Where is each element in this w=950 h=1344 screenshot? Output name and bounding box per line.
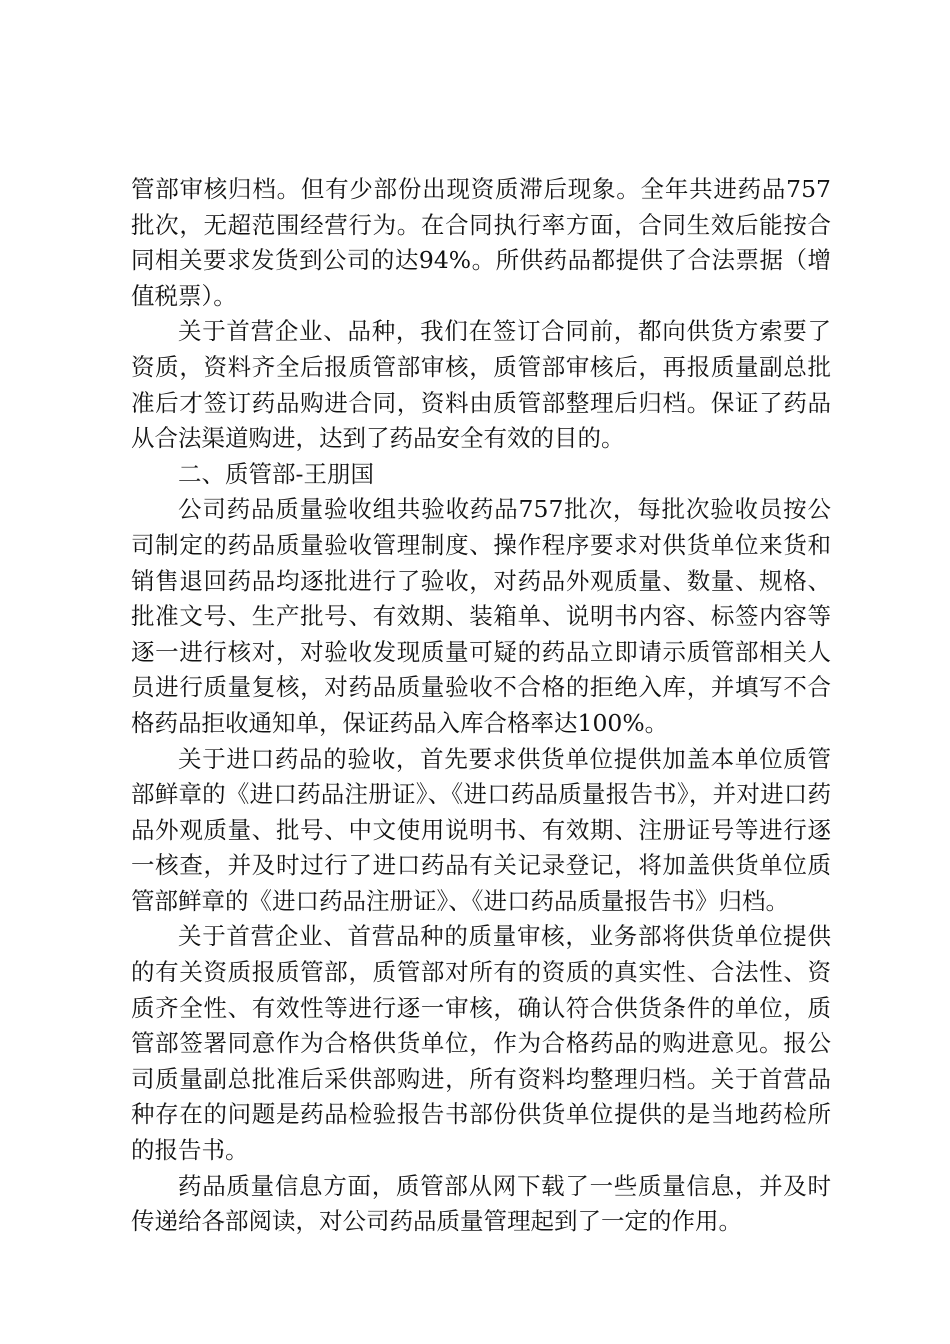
paragraph-quality-info: 药品质量信息方面，质管部从网下载了一些质量信息，并及时传递给各部阅读，对公司药品质量管理起到了一定的作用。 bbox=[131, 1171, 831, 1236]
paragraph-quality-review: 关于首营企业、首营品种的质量审核，业务部将供货单位提供的有关资质报质管部，质管部对所有的资质的真实性、合法性、资质齐全性、有效性等进行逐一审核，确认符合供货条件的单位，质管部签署同意作为合格供货单位，作为合格药品的购进意见。报公司质量副总批准后采供部购进，所有资料均整理归档。关于首营品种存在的问题是药品检验报告书部份供货单位提供的是当地药检所的报告书。 bbox=[131, 922, 831, 1165]
document-body bbox=[131, 172, 831, 1240]
paragraph-imported-drugs: 关于进口药品的验收，首先要求供货单位提供加盖本单位质管部鲜章的《进口药品注册证》、《进口药品质量报告书》，并对进口药品外观质量、批号、中文使用说明书、有效期、注册证号等进行逐一核查，并及时过行了进口药品有关记录登记，将加盖供货单位质管部鲜章的《进口药品注册证》、《进口药品质量报告书》归档。 bbox=[131, 744, 831, 915]
paragraph-inspection: 公司药品质量验收组共验收药品757批次，每批次验收员按公司制定的药品质量验收管理制度、操作程序要求对供货单位来货和销售退回药品均逐批进行了验收，对药品外观质量、数量、规格、批准文号、生产批号、有效期、装箱单、说明书内容、标签内容等逐一进行核对，对验收发现质量可疑的药品立即请示质管部相关人员进行质量复核，对药品质量验收不合格的拒绝入库，并填写不合格药品拒收通知单，保证药品入库合格率达100%。 bbox=[131, 495, 831, 737]
section-heading: 二、质管部-王朋国 bbox=[178, 459, 374, 488]
paragraph-continuation: 管部审核归档。但有少部份出现资质滞后现象。全年共进药品757批次，无超范围经营行为。在合同执行率方面，合同生效后能按合同相关要求发货到公司的达94%。所供药品都提供了合法票据（增值税票）。 bbox=[131, 175, 831, 310]
paragraph-first-business: 关于首营企业、品种，我们在签订合同前，都向供货方索要了资质，资料齐全后报质管部审核，质管部审核后，再报质量副总批准后才签订药品购进合同，资料由质管部整理后归档。保证了药品从合法渠道购进，达到了药品安全有效的目的。 bbox=[131, 317, 831, 453]
